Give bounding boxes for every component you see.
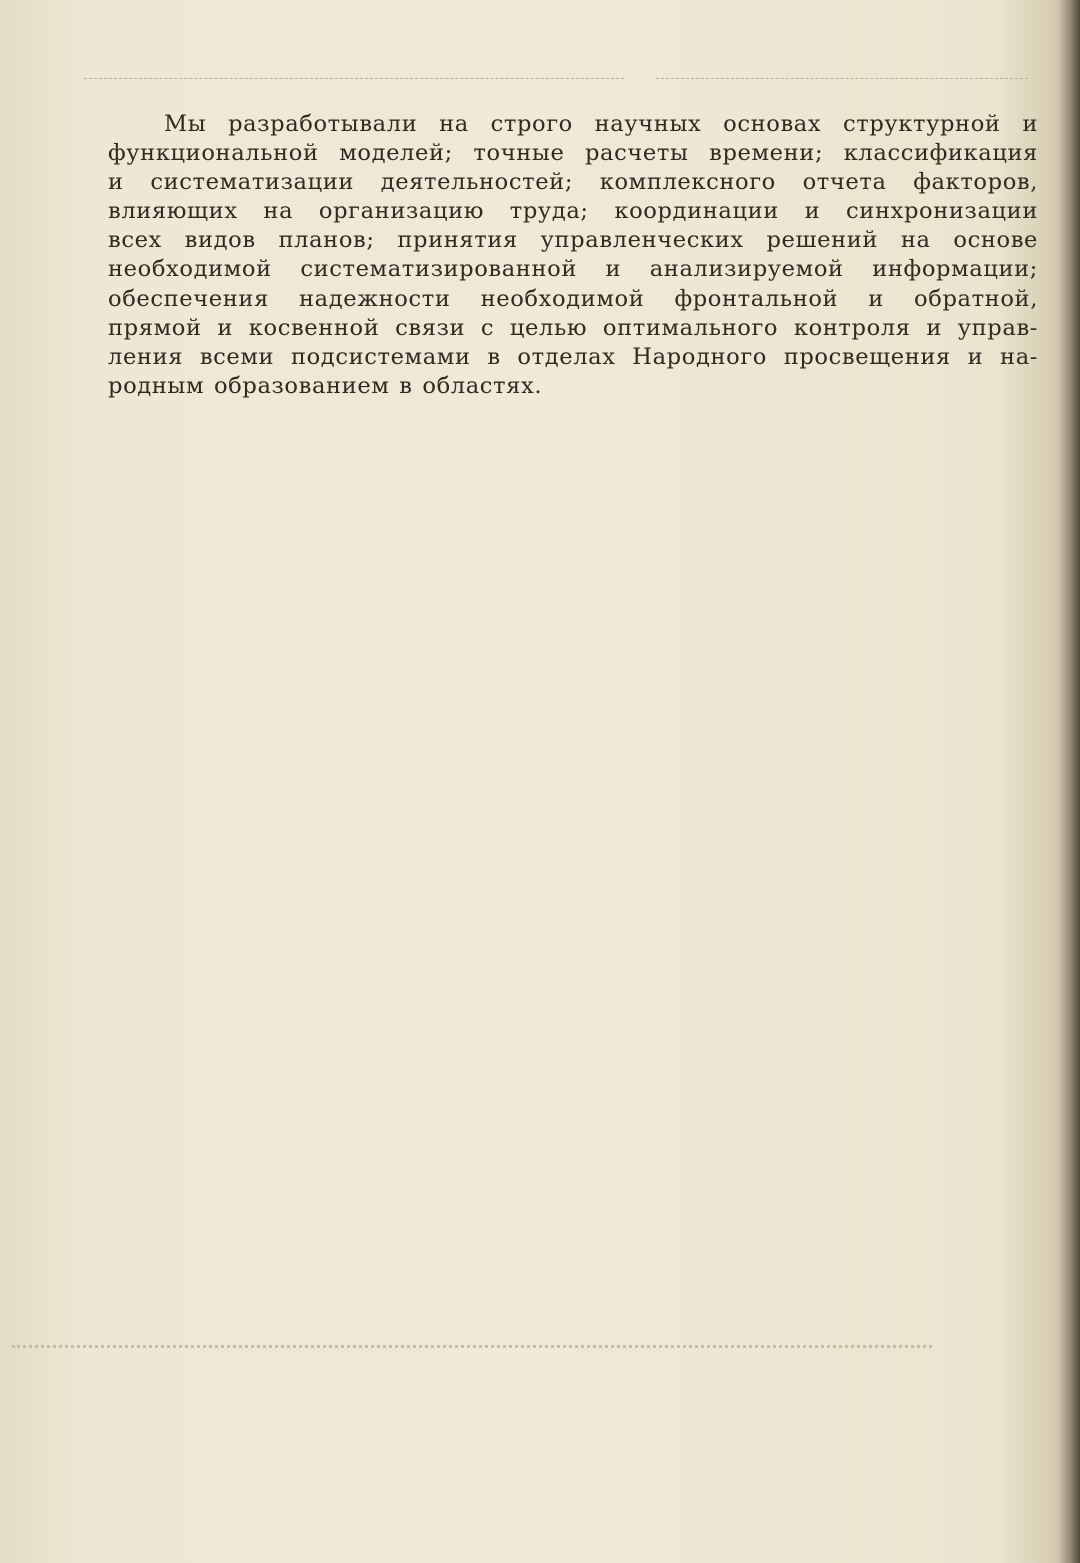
paragraph-line: обеспечения надежности необходимой фронтальной и обратной, — [108, 285, 1038, 312]
page-edge-shadow — [1058, 0, 1080, 1563]
paragraph-line: родным образованием в областях. — [108, 372, 543, 399]
dotted-separator — [12, 1345, 932, 1348]
paragraph-line: прямой и косвенной связи с целью оптимального контроля и управ- — [108, 314, 1038, 341]
paragraph-line: функциональной моделей; точные расчеты времени; классификация — [108, 140, 1038, 167]
paragraph-line: ления всеми подсистемами в отделах Народного просвещения и на- — [108, 343, 1038, 370]
paragraph-line: всех видов планов; принятия управленческих решений на основе — [108, 227, 1038, 254]
paragraph-line: необходимой систематизированной и анализируемой информации; — [108, 256, 1038, 283]
top-rule-right — [656, 78, 1028, 79]
paragraph-line: влияющих на организацию труда; координации и синхронизации — [108, 198, 1038, 225]
paragraph-line: Мы разработывали на строго научных основах структурной и — [164, 111, 1038, 137]
paragraph-line: и систематизации деятельностей; комплексного отчета факторов, — [108, 169, 1038, 196]
body-paragraph — [108, 110, 1038, 401]
top-rule-left — [84, 78, 624, 79]
